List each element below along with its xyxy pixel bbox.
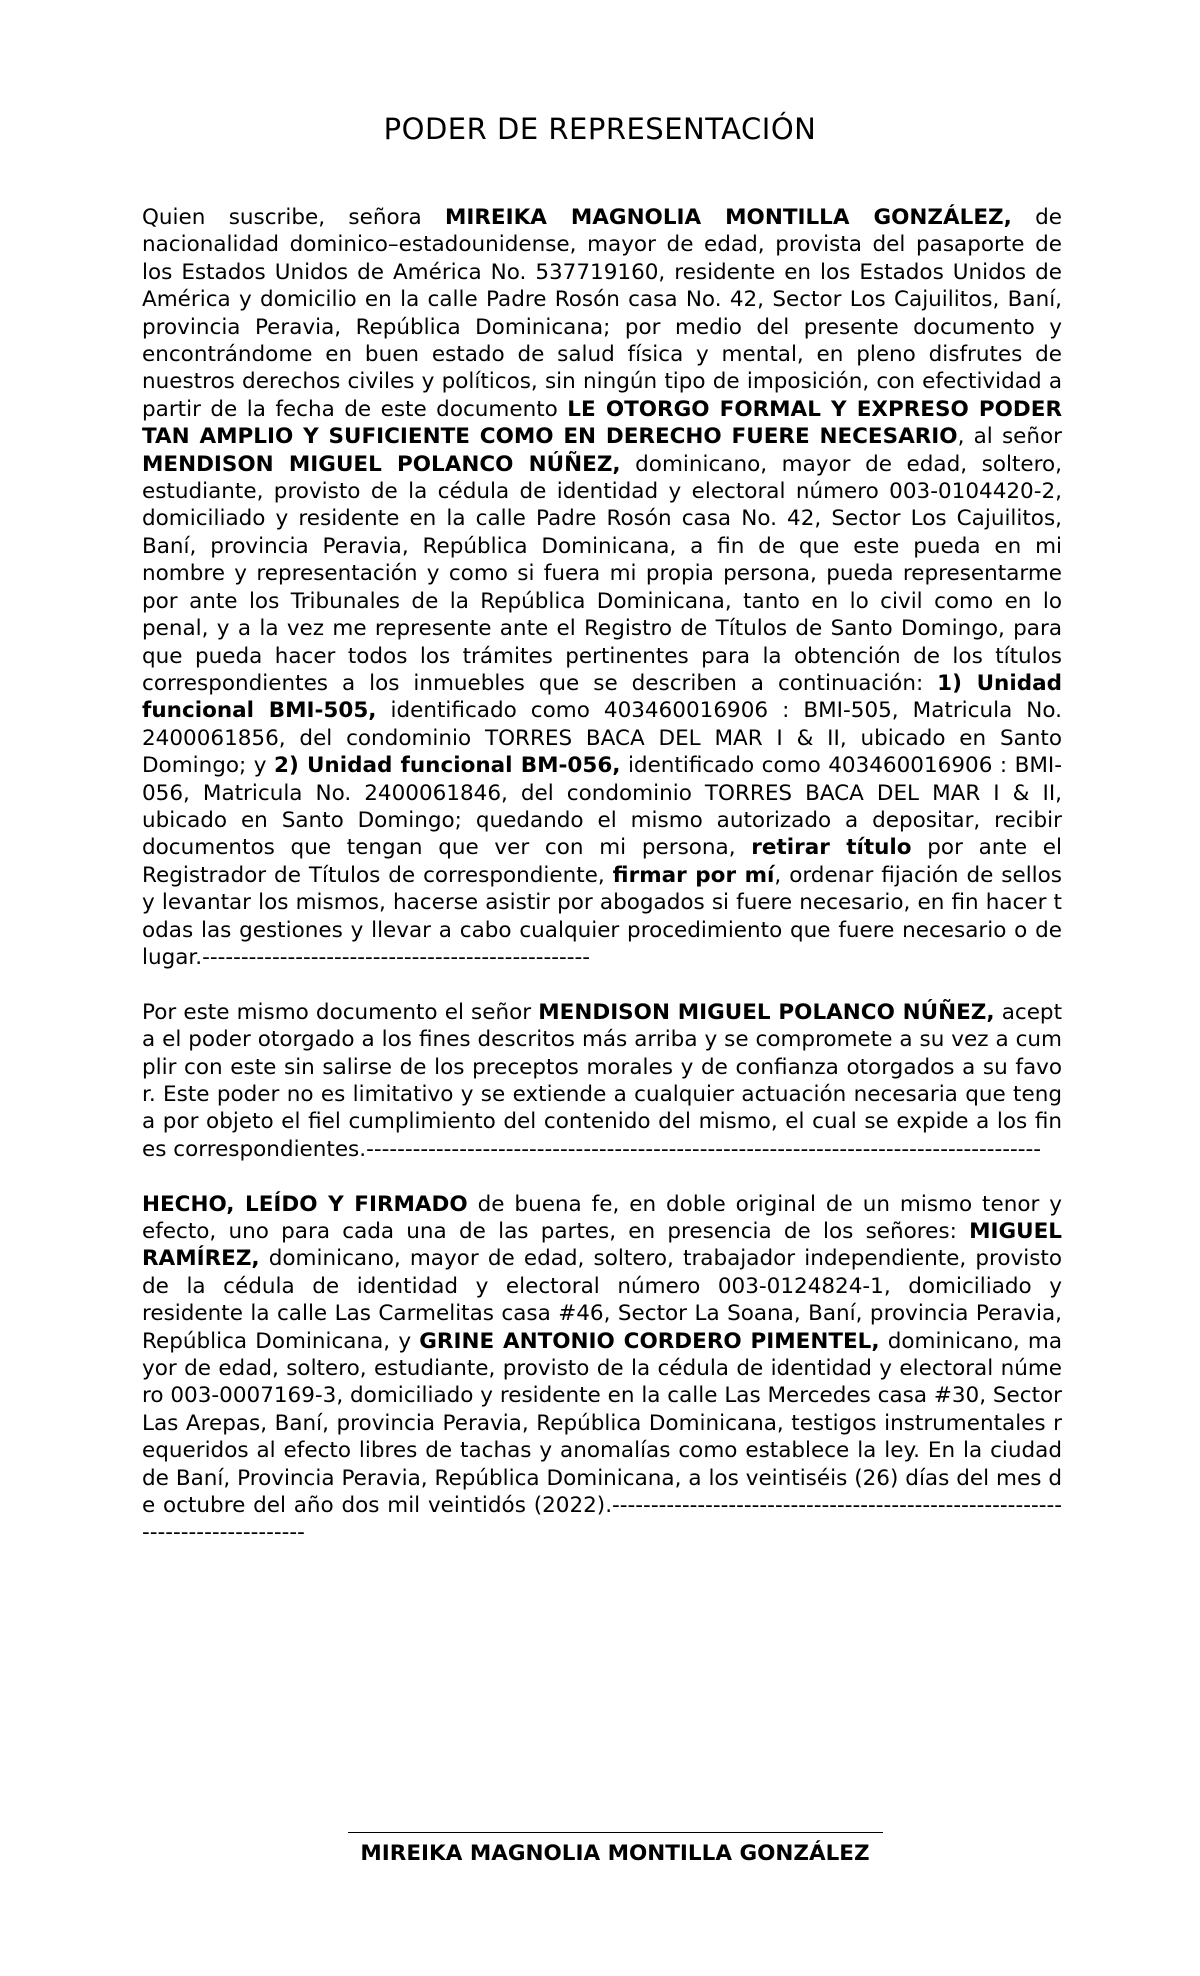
bold-text-segment: 2) Unidad funcional BM-056, (274, 753, 621, 779)
document-title: PODER DE REPRESENTACIÓN (383, 112, 817, 146)
bold-text-segment: MIREIKA MAGNOLIA MONTILLA GONZÁLEZ, (444, 205, 1012, 230)
text-segment: identificado como 403460016906 : BMI-056, Matricula No. 2400061846, del condominio TORRES BACA DEL MAR I & II, ubicado en Santo Domingo; quedando el mismo autorizado a depositar, recibir documentos que tengan que ver con mi persona, (142, 753, 1062, 861)
bold-text-segment: firmar por mí (612, 862, 775, 888)
text-segment: dominicano, mayor de edad, soltero, trabajador independiente, provisto de la cédula de identidad y electoral número 003-0124824-1, domiciliado y residente la calle Las Carmelitas casa #46, Sector La Soana, Baní, provincia Peravia, República Dominicana, y (142, 1246, 1062, 1354)
bold-text-segment: MIGUEL RAMÍREZ, (142, 1219, 1062, 1272)
bold-text-segment: GRINE ANTONIO CORDERO PIMENTEL, (419, 1328, 880, 1354)
text-segment: dominicano, mayor de edad, soltero, estudiante, provisto de la cédula de identidad y electoral número 003-0104420-2, domiciliado y residente en la calle Padre Rosón casa No. 42, Sector Los Cajuilitos, Baní, provincia Peravia, República Dominicana, a fin de que este pueda en mi nombre y representación y como si fuera mi propia persona, pueda representarme por ante los Tribunales de la República Dominicana, tanto en lo civil como en lo penal, y a la vez me represente ante el Registro de Títulos de Santo Domingo, para que pueda hacer todos los trámites pertinentes para la obtención de los títulos correspondientes a los inmuebles que se describen a continuación: (142, 451, 1062, 696)
paragraph-grant (142, 204, 1062, 971)
document-body (142, 204, 1062, 1574)
paragraph-witnesses (142, 1191, 1062, 1547)
bold-text-segment: HECHO, LEÍDO Y FIRMADO (142, 1191, 468, 1217)
bold-text-segment: MENDISON MIGUEL POLANCO NÚÑEZ, (142, 451, 621, 477)
bold-text-segment: MENDISON MIGUEL POLANCO NÚÑEZ, (538, 999, 995, 1025)
text-segment: , al señor (957, 424, 1062, 450)
text-segment: , ordenar fijación de sellos y levantar los mismos, hacerse asistir por abogados si fuere necesario, en fin hacer todas las gestiones y llevar a cabo cualquier procedimiento que fuere necesario o de lugar.-------------------------------------------------- (142, 862, 1062, 970)
text-segment: identificado como 403460016906 : BMI-505, Matricula No. 2400061856, del condominio TORRES BACA DEL MAR I & II, ubicado en Santo Domingo; y (142, 698, 1062, 779)
signature-block (0, 1818, 1200, 1866)
text-segment: Quien suscribe, señora (142, 205, 445, 230)
bold-text-segment: 1) Unidad funcional BMI-505, (142, 670, 1062, 724)
signature-name: MIREIKA MAGNOLIA MONTILLA GONZÁLEZ (360, 1841, 870, 1866)
text-segment: de buena fe, en doble original de un mismo tenor y efecto, uno para cada una de las partes, en presencia de los señores: (142, 1191, 1062, 1244)
text-segment: Por este mismo documento el señor (142, 999, 539, 1025)
paragraph-acceptance (142, 999, 1062, 1163)
bold-text-segment: retirar título (751, 835, 912, 861)
text-segment: de nacionalidad dominico–estadounidense, mayor de edad, provista del pasaporte de los Estados Unidos de América No. 537719160, residente en los Estados Unidos de América y domicilio en la calle Padre Rosón casa No. 42, Sector Los Cajuilitos, Baní, provincia Peravia, República Dominicana; por medio del presente documento y encontrándome en buen estado de salud física y mental, en pleno disfrutes de nuestros derechos civiles y políticos, sin ningún tipo de imposición, con efectividad a partir de la fecha de este documento (142, 205, 1062, 422)
text-segment: acepta el poder otorgado a los fines descritos más arriba y se compromete a su vez a cumplir con este sin salirse de los preceptos morales y de confianza otorgados a su favor. Este poder no es limitativo y se extiende a cualquier actuación necesaria que tenga por objeto el fiel cumplimiento del contenido del mismo, el cual se expide a los fines correspondientes.--------------------------------------------------------------------------------------- (142, 999, 1062, 1162)
signature-line (348, 1832, 883, 1833)
bold-text-segment: LE OTORGO FORMAL Y EXPRESO PODER TAN AMPLIO Y SUFICIENTE COMO EN DERECHO FUERE NECESARIO (142, 396, 1063, 450)
text-segment: por ante el Registrador de Títulos de correspondiente, (142, 835, 1062, 888)
text-segment: dominicano, mayor de edad, soltero, estudiante, provisto de la cédula de identidad y electoral número 003-0007169-3, domiciliado y residente en la calle Las Mercedes casa #30, Sector Las Arepas, Baní, provincia Peravia, República Dominicana, testigos instrumentales requeridos al efecto libres de tachas y anomalías como establece la ley. En la ciudad de Baní, Provincia Peravia, República Dominicana, a los veintiséis (26) días del mes de octubre del año dos mil veintidós (2022).------------------------------------------------------------------------------- (142, 1328, 1063, 1546)
